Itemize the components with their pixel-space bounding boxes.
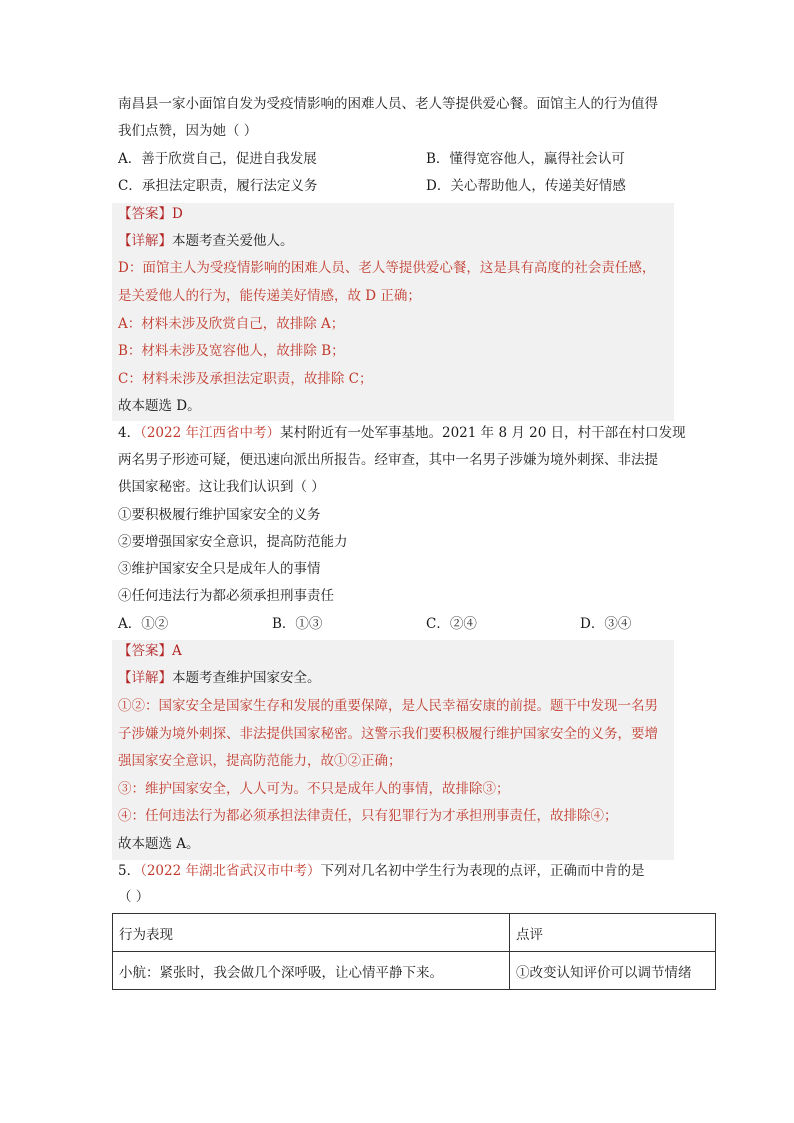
table-header-cell: 行为表现 (113, 914, 510, 952)
answer-value: D (172, 206, 183, 222)
q3-detail (118, 232, 294, 250)
q4-option-a: A．①② (118, 616, 169, 632)
q5-stem-line: （ ） (118, 889, 150, 905)
q4-analysis-line: ③：维护国家安全，人人可为。不只是成年人的事情，故排除③； (118, 781, 510, 797)
table-header-cell: 点评 (510, 914, 716, 952)
q4-analysis-line: ④：任何违法行为都必须承担法律责任，只有犯罪行为才承担刑事责任，故排除④； (118, 808, 618, 824)
q3-option-a: A．善于欣赏自己，促进自我发展 (118, 151, 317, 167)
q3-conclusion: 故本题选 D。 (118, 398, 201, 414)
q4-option-b: B．①③ (272, 616, 323, 632)
q4-stem-text: 某村附近有一处军事基地。2021 年 8 月 20 日，村干部在村口发现 (280, 425, 686, 441)
q4-analysis-line: ①②：国家安全是国家生存和发展的重要保障，是人民幸福安康的前提。题干中发现一名男 (118, 698, 658, 714)
q5-stem-text: 下列对几名初中学生行为表现的点评，正确而中肯的是 (320, 863, 645, 879)
q4-statement: ④任何违法行为都必须承担刑事责任 (118, 588, 334, 604)
q4-conclusion: 故本题选 A。 (118, 836, 200, 852)
q4-option-d: D．③④ (580, 616, 632, 632)
q4-analysis-line: 子涉嫌为境外刺探、非法提供国家秘密。这警示我们要积极履行维护国家安全的义务，要增 (118, 726, 658, 742)
q3-analysis-line: B：材料未涉及宽容他人，故排除 B； (118, 343, 345, 359)
table-cell: 小航：紧张时，我会做几个深呼吸，让心情平静下来。 (113, 952, 510, 990)
answer-label: 【答案】 (118, 206, 172, 222)
q4-analysis-line: 强国家安全意识，提高防范能力，故①②正确； (118, 753, 402, 769)
q3-option-b: B．懂得宽容他人，赢得社会认可 (426, 151, 625, 167)
table-header-row (113, 914, 716, 952)
question-source: （2022 年湖北省武汉市中考） (140, 863, 321, 879)
table-cell: ①改变认知评价可以调节情绪 (510, 952, 716, 990)
q5-stem-line (118, 862, 645, 880)
detail-intro: 本题考查关爱他人。 (172, 233, 294, 249)
q4-detail (118, 669, 321, 687)
q4-stem-line: 供国家秘密。这让我们认识到（ ） (118, 479, 325, 495)
q4-answer (118, 642, 182, 660)
q5-table (112, 913, 716, 990)
q4-stem-line (118, 424, 686, 442)
q3-stem-line: 我们点赞，因为她（ ） (118, 123, 258, 139)
answer-label: 【答案】 (118, 643, 172, 659)
detail-intro: 本题考查维护国家安全。 (172, 670, 321, 686)
question-number: 5． (118, 863, 141, 879)
q3-analysis-line: D：面馆主人为受疫情影响的困难人员、老人等提供爱心餐，这是具有高度的社会责任感， (118, 260, 656, 276)
q4-stem-line: 两名男子形迹可疑，便迅速向派出所报告。经审查，其中一名男子涉嫌为境外刺探、非法提 (118, 452, 658, 468)
question-number: 4． (118, 425, 141, 441)
q4-option-c: C．②④ (426, 616, 477, 632)
table-row (113, 952, 716, 990)
q4-statement: ①要积极履行维护国家安全的义务 (118, 507, 321, 523)
q3-option-d: D．关心帮助他人，传递美好情感 (426, 178, 626, 194)
q4-statement: ②要增强国家安全意识，提高防范能力 (118, 534, 348, 550)
q3-analysis-line: A：材料未涉及欣赏自己，故排除 A； (118, 316, 345, 332)
q3-option-c: C．承担法定职责，履行法定义务 (118, 178, 318, 194)
q3-stem-line: 南昌县一家小面馆自发为受疫情影响的困难人员、老人等提供爱心餐。面馆主人的行为值得 (118, 96, 658, 112)
question-source: （2022 年江西省中考） (140, 425, 280, 441)
answer-value: A (172, 643, 182, 659)
q3-analysis-line: 是关爱他人的行为，能传递美好情感，故 D 正确； (118, 288, 421, 304)
q4-statement: ③维护国家安全只是成年人的事情 (118, 561, 321, 577)
detail-label: 【详解】 (118, 670, 172, 686)
detail-label: 【详解】 (118, 233, 172, 249)
q3-analysis-line: C：材料未涉及承担法定职责，故排除 C； (118, 371, 373, 387)
q3-answer (118, 205, 183, 223)
